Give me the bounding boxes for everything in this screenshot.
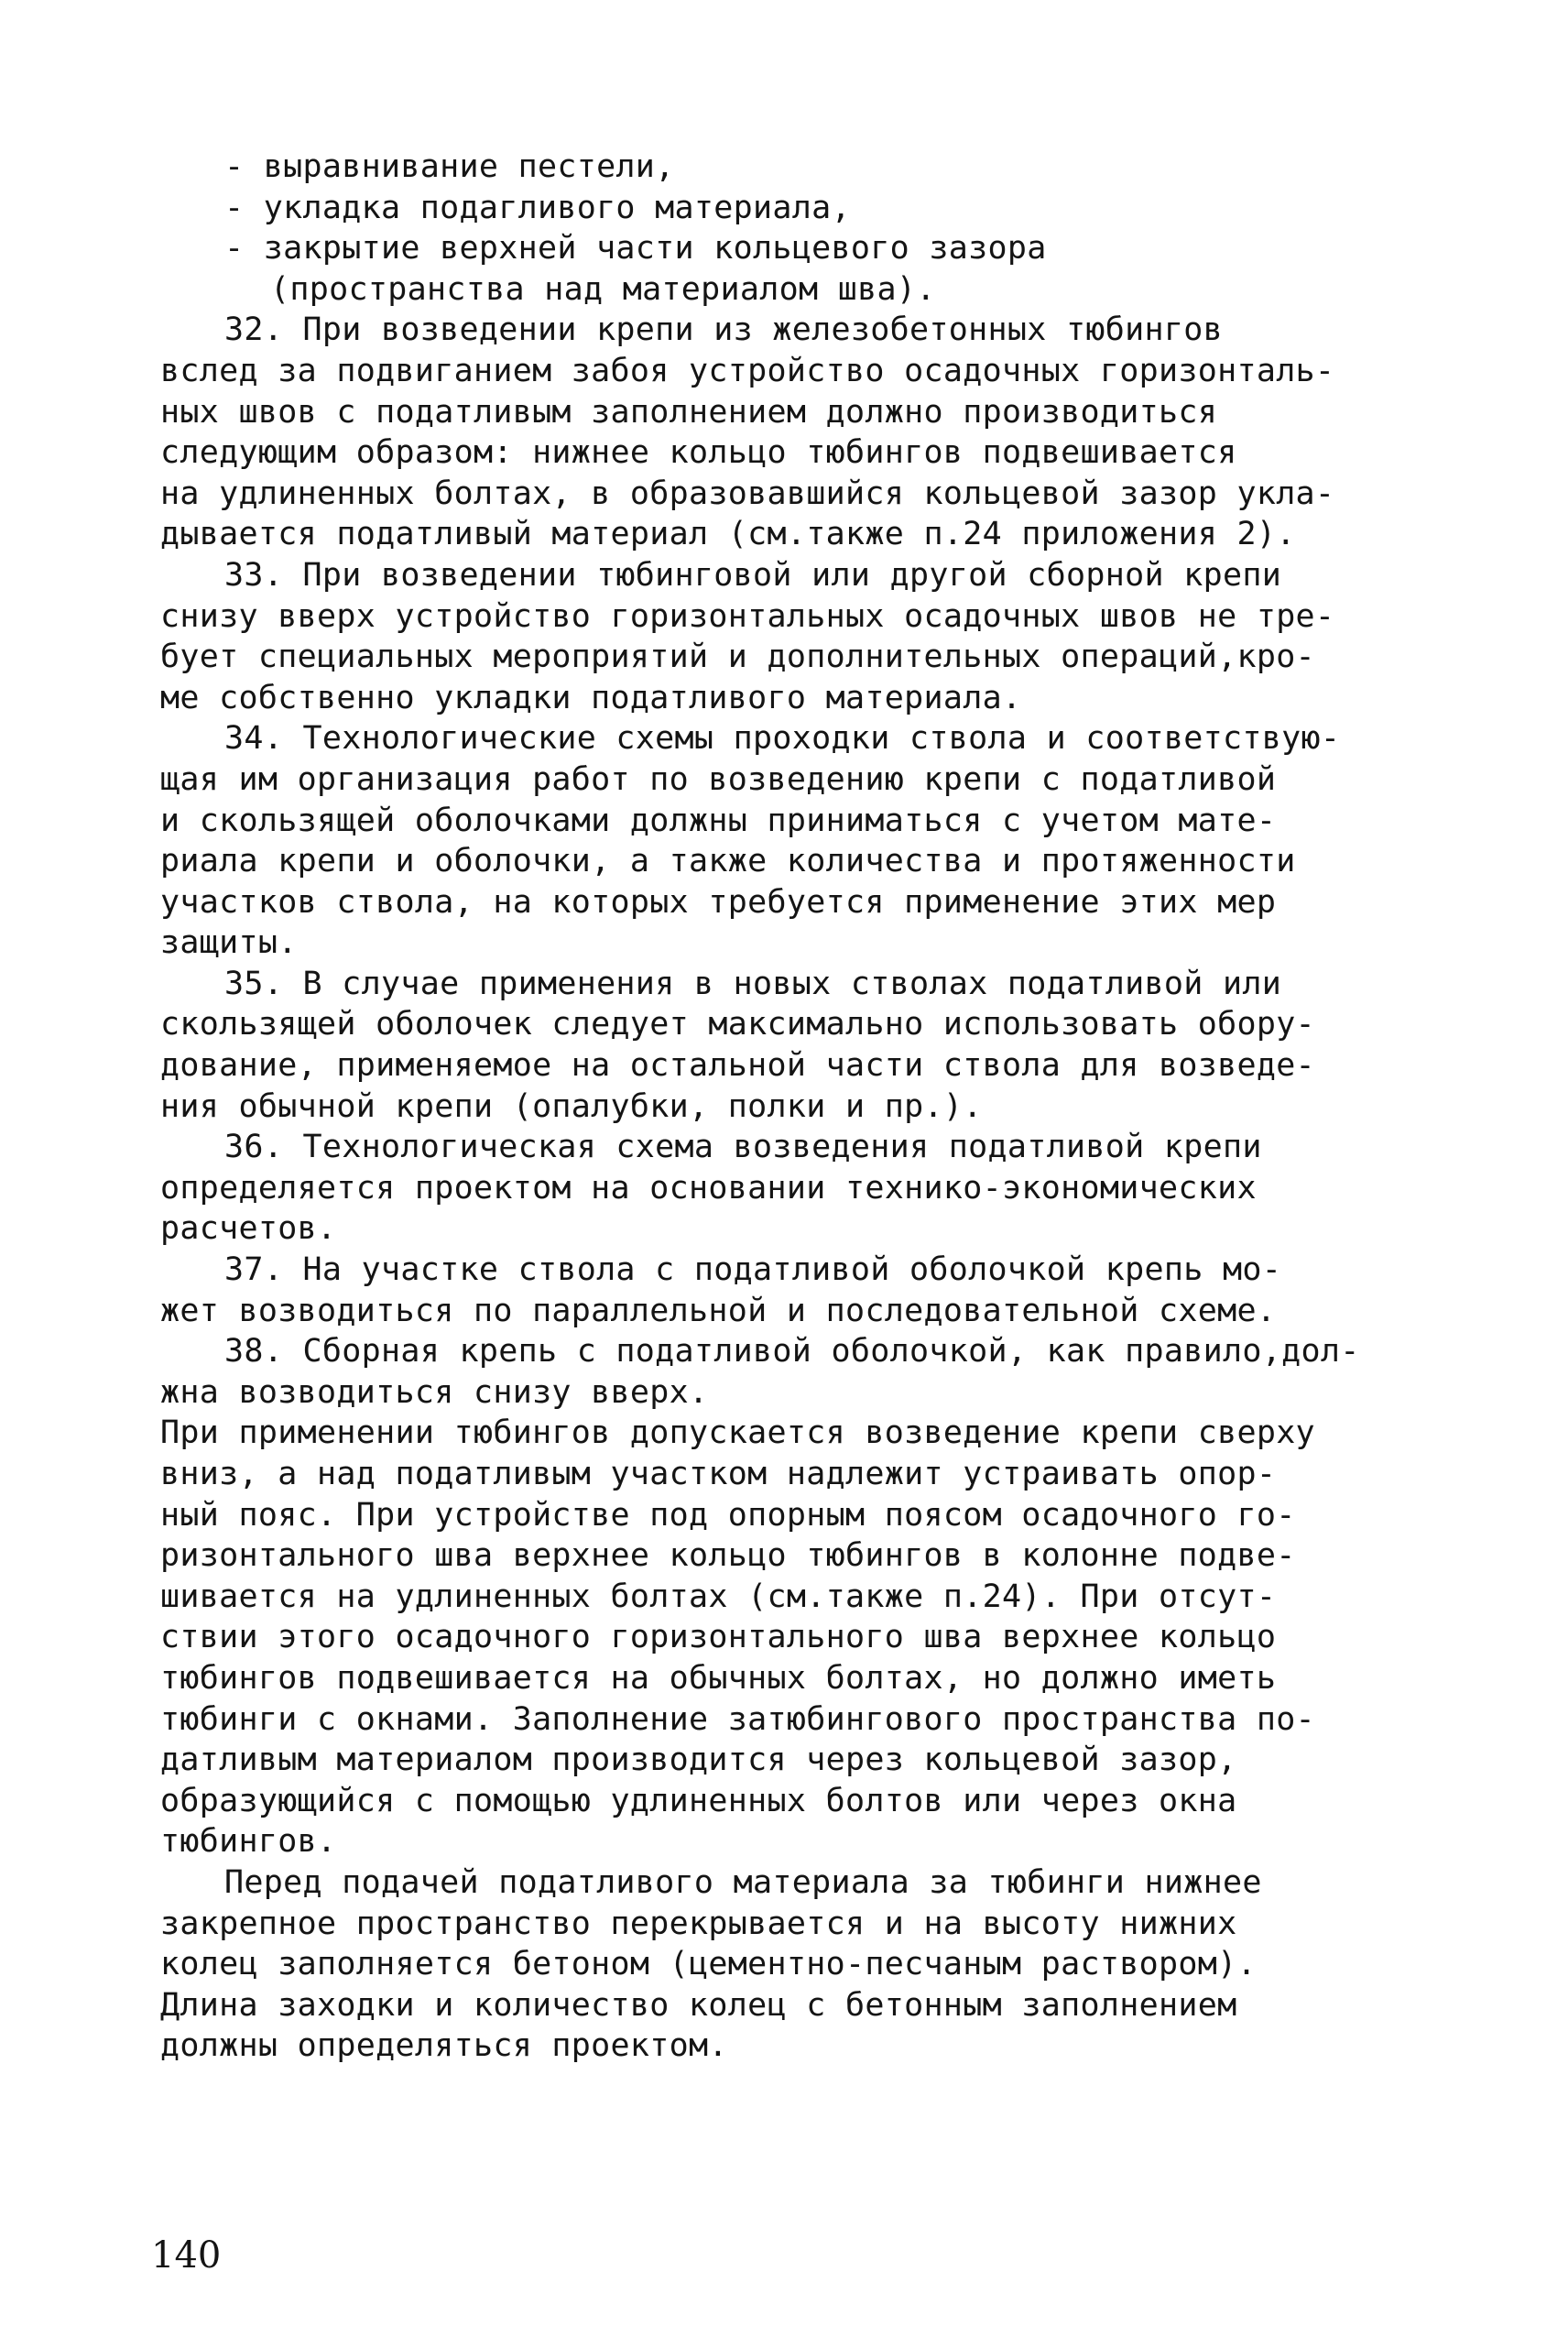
text-line: ствии этого осадочного горизонтального шва верхнее кольцо [160, 1619, 1277, 1656]
paragraphs [160, 310, 1452, 2067]
text-line: участков ствола, на которых требуется применение этих мер [160, 883, 1277, 921]
text-line: 36. Технологическая схема возведения податливой крепи [224, 1129, 1262, 1166]
text-line: 32. При возведении крепи из железобетонных тюбингов [224, 311, 1223, 349]
text-line: ный пояс. При устройстве под опорным поясом осадочного го- [160, 1496, 1296, 1534]
page-body [160, 147, 1452, 2067]
text-line: и скользящей оболочками должны приниматься с учетом мате- [160, 802, 1277, 839]
text-line: 35. В случае применения в новых стволах податливой или [224, 965, 1282, 1002]
text-line: 38. Сборная крепь с податливой оболочкой, как правило,дол- [224, 1333, 1360, 1370]
text-line: бует специальных мероприятий и дополнительных операций,кро- [160, 639, 1315, 676]
list-item-continuation: (пространства над материалом шва). [270, 270, 936, 308]
text-line: жна возводиться снизу вверх. [160, 1373, 709, 1411]
text-line: тюбинги с окнами. Заполнение затюбингового пространства по- [160, 1700, 1315, 1738]
text-line: определяется проектом на основании технико-экономических [160, 1169, 1257, 1207]
paragraph [160, 1127, 1452, 1250]
paragraph [160, 964, 1452, 1127]
text-line: тюбингов. [160, 1823, 337, 1861]
text-line: ризонтального шва верхнее кольцо тюбингов в колонне подве- [160, 1537, 1296, 1575]
text-line: 37. На участке ствола с податливой оболочкой крепь мо- [224, 1251, 1282, 1289]
paragraph [160, 555, 1452, 718]
list-item: - выравнивание пестели, [224, 148, 675, 185]
paragraph [160, 1331, 1452, 1413]
text-line: ме собственно укладки податливого материала. [160, 679, 1022, 716]
paragraph [160, 310, 1452, 555]
text-line: жет возводиться по параллельной и последовательной схеме. [160, 1292, 1277, 1329]
paragraph [160, 1413, 1452, 1862]
text-line: образующийся с помощью удлиненных болтов или через окна [160, 1782, 1237, 1819]
text-line: следующим образом: нижнее кольцо тюбингов подвешивается [160, 434, 1237, 472]
paragraph [160, 1250, 1452, 1331]
text-line: должны определяться проектом. [160, 2027, 728, 2065]
text-line: вслед за подвиганием забоя устройство осадочных горизонталь- [160, 352, 1335, 389]
text-line: Длина заходки и количество колец с бетонным заполнением [160, 1986, 1237, 2024]
text-line: скользящей оболочек следует максимально использовать обору- [160, 1006, 1315, 1043]
text-line: колец заполняется бетоном (цементно-песчаным раствором). [160, 1946, 1257, 1983]
text-line: дование, применяемое на остальной части ствола для возведе- [160, 1047, 1315, 1085]
text-line: защиты. [160, 924, 298, 962]
text-line: вниз, а над податливым участком надлежит устраивать опор- [160, 1456, 1277, 1492]
list-item: - закрытие верхней части кольцевого зазора [224, 230, 1047, 268]
text-line: закрепное пространство перекрывается и на высоту нижних [160, 1905, 1237, 1942]
text-line: снизу вверх устройство горизонтальных осадочных швов не тре- [160, 597, 1335, 635]
text-line: ния обычной крепи (опалубки, полки и пр.). [160, 1087, 983, 1125]
text-line: ных швов с податливым заполнением должно производиться [160, 393, 1218, 431]
text-line: При применении тюбингов допускается возведение крепи сверху [160, 1414, 1315, 1452]
text-line: тюбингов подвешивается на обычных болтах, но должно иметь [160, 1659, 1277, 1697]
page-number: 140 [151, 2234, 222, 2277]
list-item: - укладка подагливого материала, [224, 189, 851, 226]
text-line: на удлиненных болтах, в образовавшийся кольцевой зазор укла- [160, 475, 1335, 512]
text-line: 34. Технологические схемы проходки ствола и соответствую- [224, 720, 1341, 758]
paragraph [160, 718, 1452, 964]
text-line: щая им организация работ по возведению крепи с податливой [160, 760, 1277, 798]
text-line: риала крепи и оболочки, а также количества и протяженности [160, 843, 1296, 880]
text-line: Перед подачей податливого материала за тюбинги нижнее [224, 1863, 1262, 1901]
text-line: датливым материалом производится через кольцевой зазор, [160, 1742, 1237, 1779]
text-line: шивается на удлиненных болтах (см.также п.24). При отсут- [160, 1578, 1277, 1615]
text-line: 33. При возведении тюбинговой или другой сборной крепи [224, 556, 1282, 594]
paragraph [160, 1862, 1452, 2067]
text-line: дывается податливый материал (см.также п.24 приложения 2). [160, 516, 1296, 553]
text-line: расчетов. [160, 1210, 337, 1248]
